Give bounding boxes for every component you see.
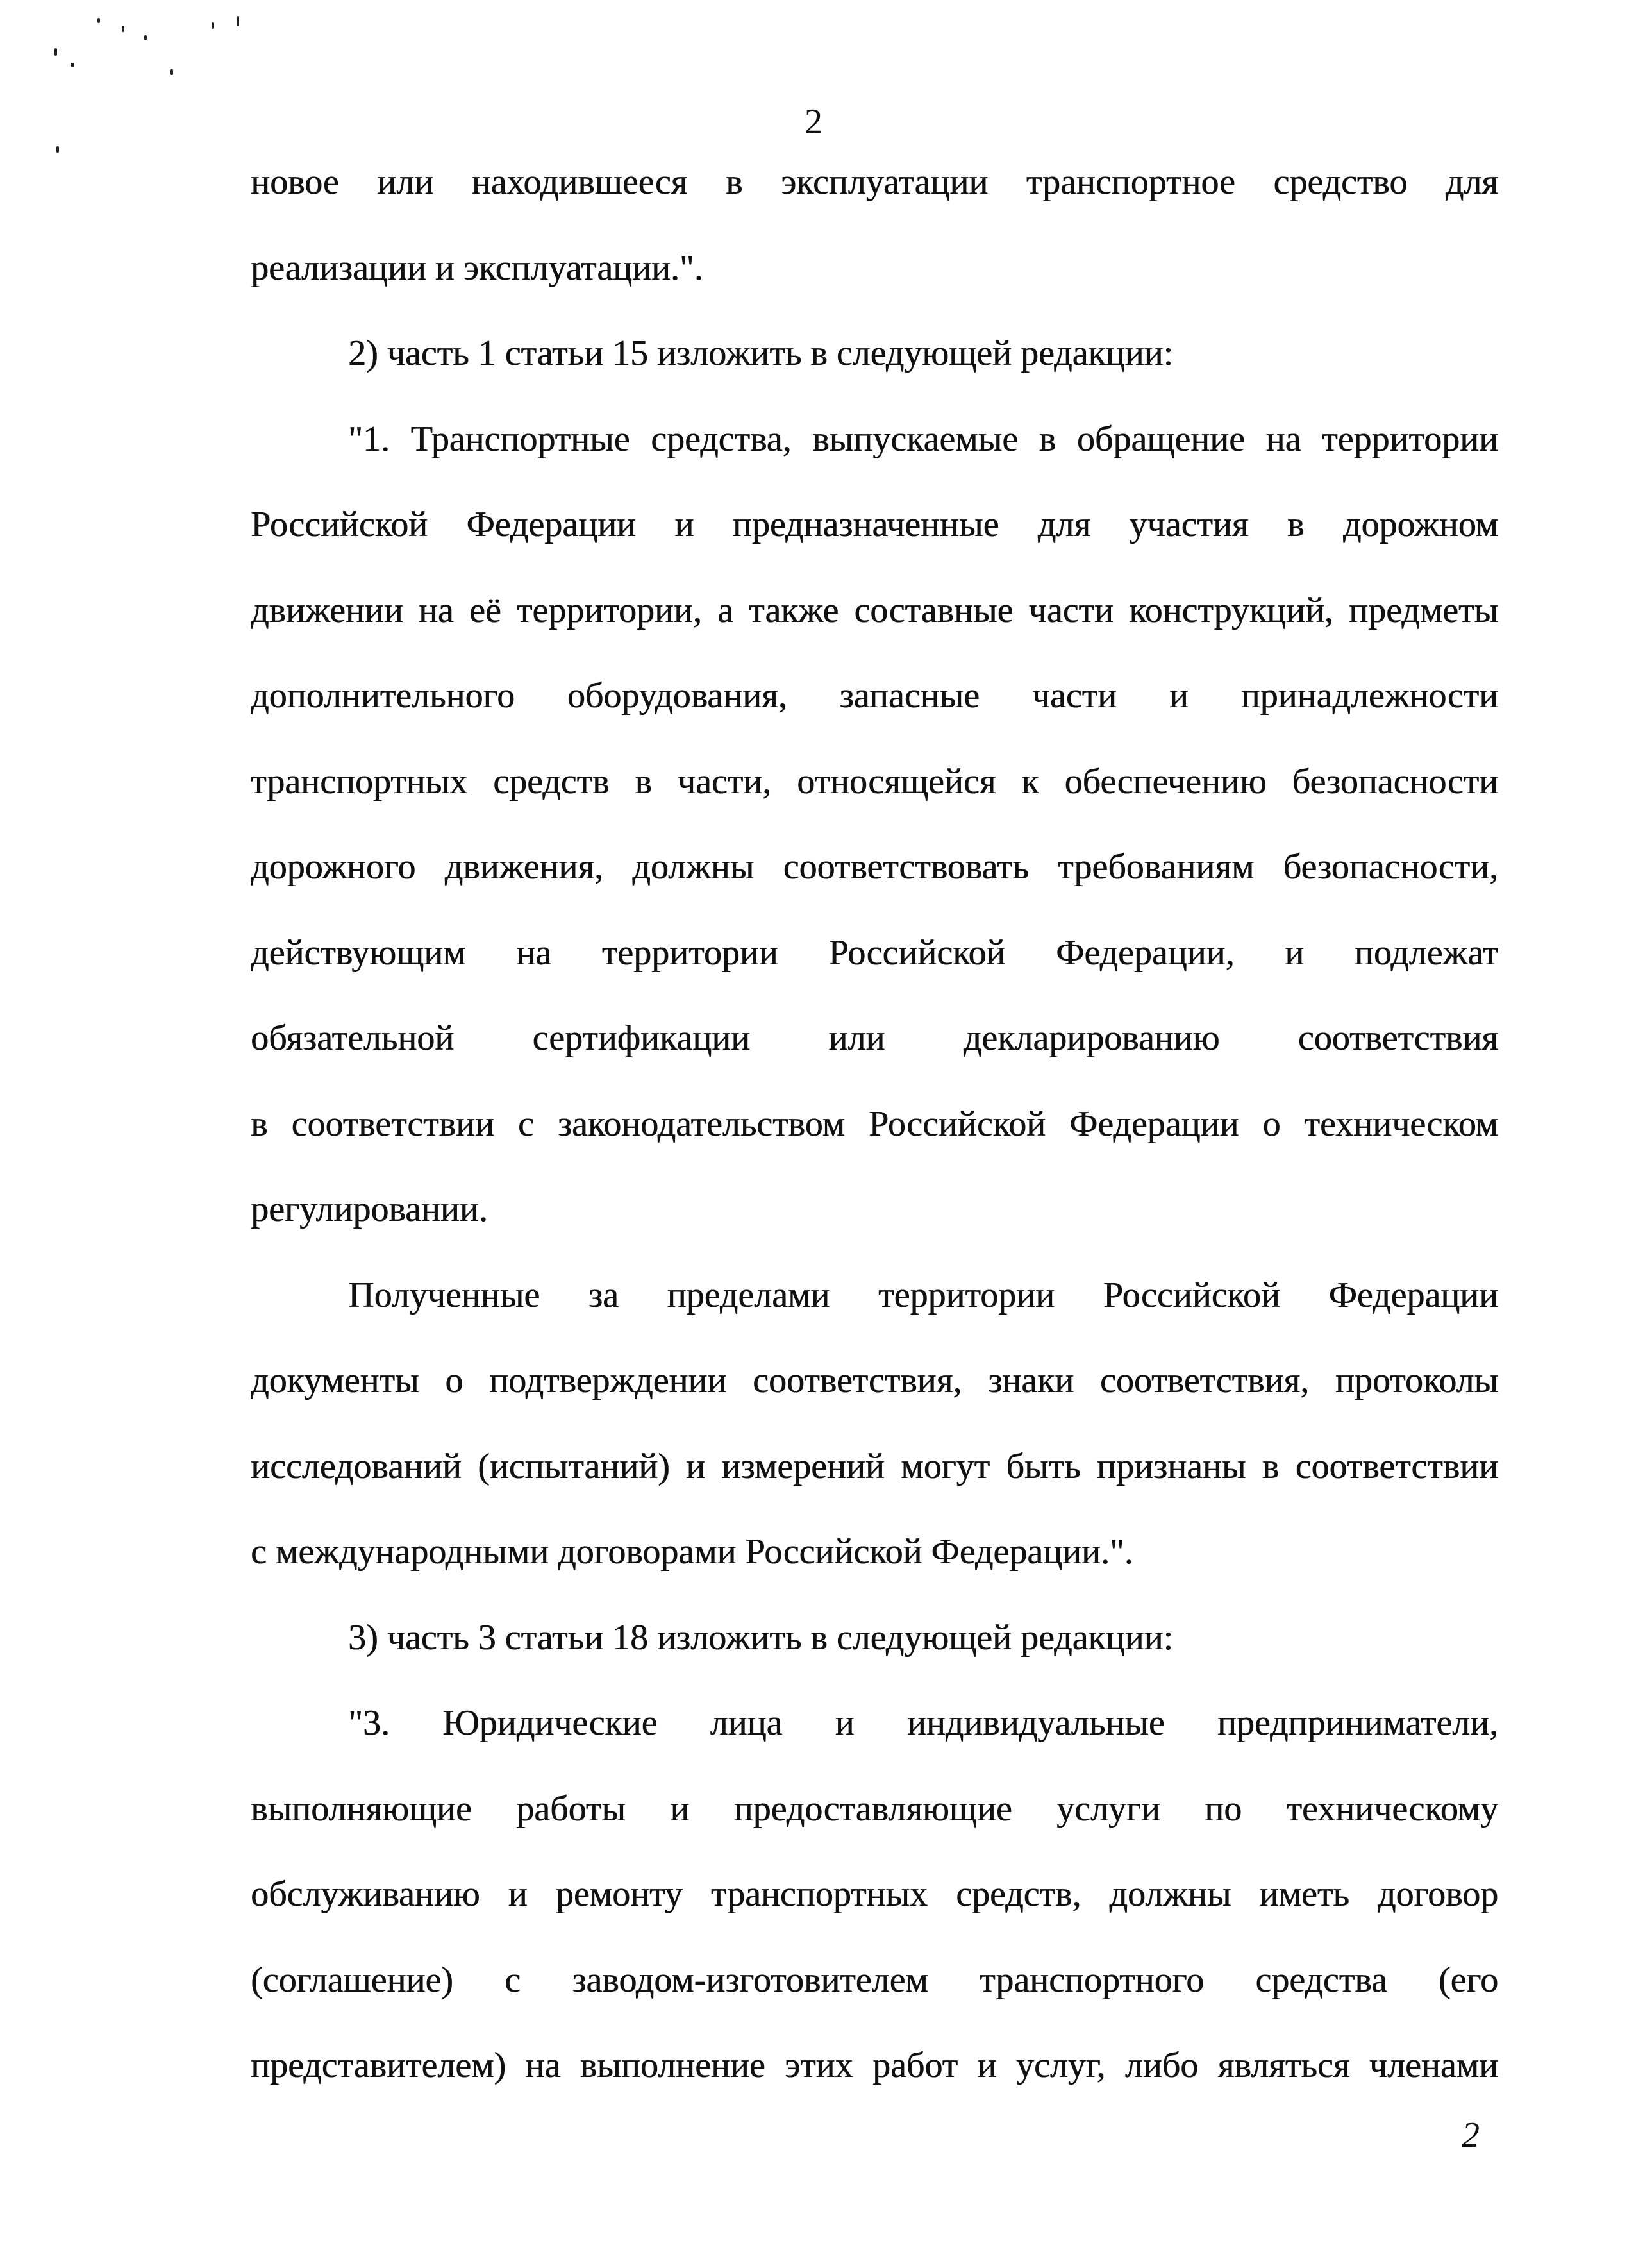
text-line: представителем) на выполнение этих работ и услуг, либо являться членами xyxy=(251,2045,1498,2085)
text-line: "3. Юридические лица и индивидуальные предприниматели, xyxy=(348,1703,1498,1743)
text-line: транспортных средств в части, относящейся к обеспечению безопасности xyxy=(251,761,1498,802)
text-line: действующим на территории Российской Федерации, и подлежат xyxy=(251,932,1498,973)
text-line: движении на её территории, а также составные части конструкций, предметы xyxy=(251,590,1498,630)
text-line: новое или находившееся в эксплуатации транспортное средство для xyxy=(251,162,1498,202)
text-line: в соответствии с законодательством Российской Федерации о техническом xyxy=(251,1104,1498,1144)
text-line: (соглашение) с заводом-изготовителем транспортного средства (его xyxy=(251,1960,1498,2000)
scan-speck xyxy=(97,18,100,23)
text-line: дорожного движения, должны соответствовать требованиям безопасности, xyxy=(251,847,1498,887)
text-line: выполняющие работы и предоставляющие услуги по техническому xyxy=(251,1788,1498,1829)
scan-speck xyxy=(54,48,57,56)
text-line: Полученные за пределами территории Российской Федерации xyxy=(348,1275,1498,1315)
scan-speck xyxy=(212,22,214,29)
text-line: реализации и эксплуатации.". xyxy=(251,248,703,288)
text-line: Российской Федерации и предназначенные для участия в дорожном xyxy=(251,505,1498,544)
text-line: обслуживанию и ремонту транспортных средств, должны иметь договор xyxy=(251,1874,1498,1914)
text-line: регулировании. xyxy=(251,1189,488,1229)
footer-page-mark: 2 xyxy=(1462,2115,1480,2155)
text-line: исследований (испытаний) и измерений могут быть признаны в соответствии xyxy=(251,1446,1498,1486)
text-line: 3) часть 3 статьи 18 изложить в следующей редакции: xyxy=(348,1617,1174,1658)
scan-speck xyxy=(170,69,173,75)
text-line: обязательной сертификации или декларированию соответствия xyxy=(251,1018,1498,1058)
scan-speck xyxy=(237,16,239,26)
text-line: документы о подтверждении соответствия, знаки соответствия, протоколы xyxy=(251,1361,1498,1400)
scan-speck xyxy=(144,35,147,40)
page-number: 2 xyxy=(805,102,822,142)
text-line: дополнительного оборудования, запасные части и принадлежности xyxy=(251,676,1498,716)
text-line: с международными договорами Российской Федерации.". xyxy=(251,1532,1133,1572)
text-line: "1. Транспортные средства, выпускаемые в обращение на территории xyxy=(348,419,1498,459)
scan-speck xyxy=(122,26,124,32)
scan-speck xyxy=(71,63,74,67)
text-line: 2) часть 1 статьи 15 изложить в следующей редакции: xyxy=(348,333,1174,373)
